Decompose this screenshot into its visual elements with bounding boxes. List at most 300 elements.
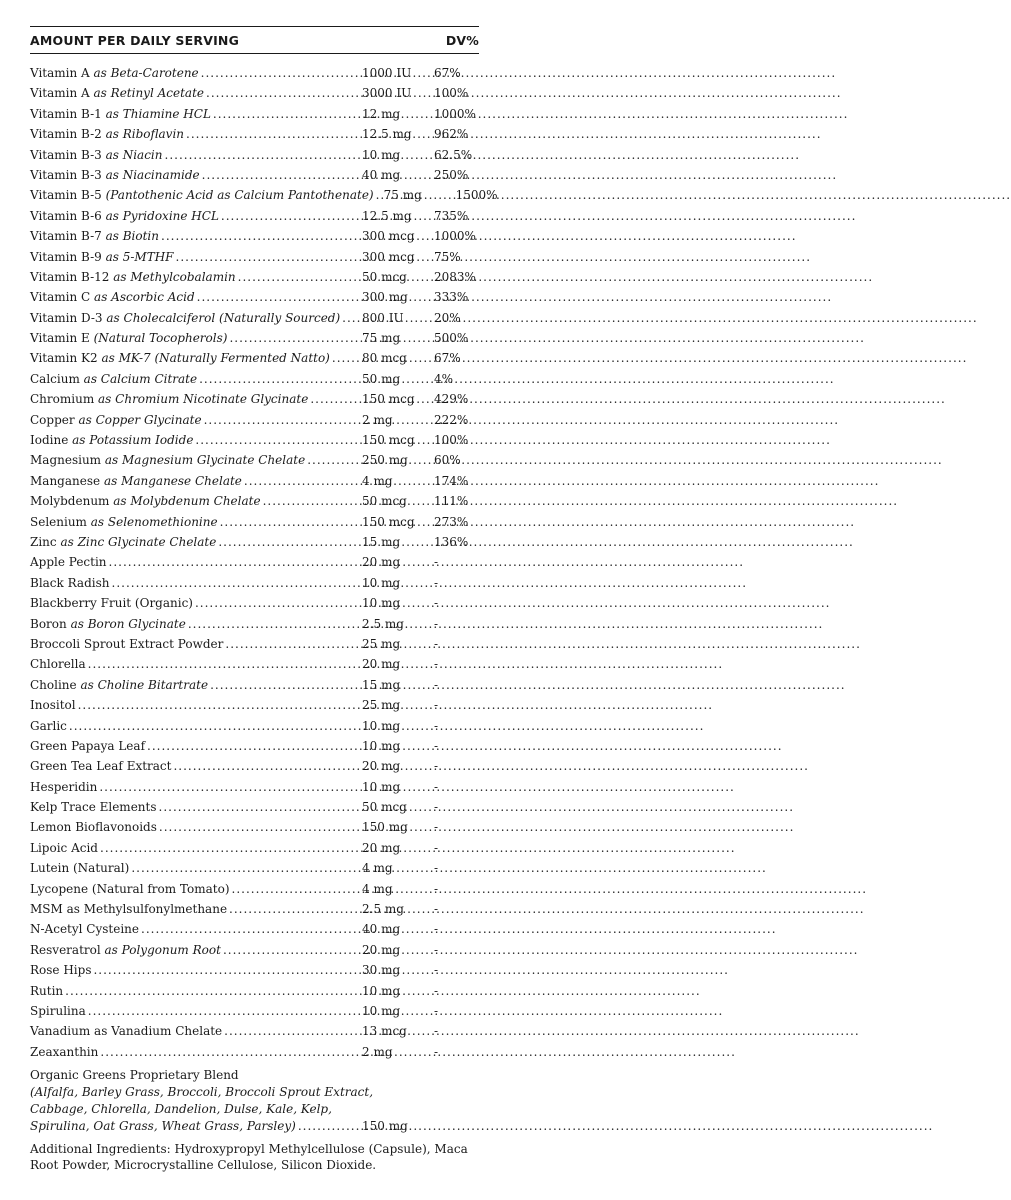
ingredient-dv: 111%	[434, 494, 469, 509]
ingredient-detail: as Calcium Citrate	[83, 371, 198, 386]
blend-title: Organic Greens Proprietary Blend	[30, 1068, 239, 1083]
ingredient-dv: -	[434, 596, 439, 611]
ingredient-label	[30, 861, 129, 875]
ingredient-amount: 12 mg	[362, 106, 401, 121]
ingredient-dv: 100%	[434, 433, 469, 448]
ingredient-detail: as Magnesium Glycinate Chelate	[104, 453, 306, 468]
table-row	[30, 351, 479, 371]
table-row	[30, 250, 479, 270]
supplement-facts-panel	[30, 26, 498, 1173]
table-row	[30, 882, 479, 902]
ingredient-label	[30, 107, 211, 121]
leader-dots	[199, 372, 360, 386]
leader-dots	[112, 576, 361, 590]
table-row	[30, 311, 479, 331]
table-row	[30, 535, 479, 555]
ingredient-label	[30, 311, 340, 325]
ingredient-dv: -	[434, 738, 439, 753]
ingredient-detail: as Ascorbic Acid	[94, 290, 195, 305]
ingredient-label	[30, 596, 193, 610]
ingredient-dv: 60%	[434, 453, 461, 468]
ingredient-amount: 15 mg	[362, 534, 401, 549]
ingredient-amount: 40 mg	[362, 922, 401, 937]
ingredient-dv: -	[434, 1044, 439, 1059]
ingredient-name: Vitamin B-1	[30, 106, 102, 121]
table-row	[30, 739, 479, 759]
ingredient-label	[30, 86, 204, 100]
ingredient-amount: 50 mg	[362, 371, 401, 386]
table-row	[30, 188, 498, 208]
ingredient-amount: 13 mcg	[362, 1024, 407, 1039]
leader-dots	[186, 127, 360, 141]
ingredient-label	[30, 922, 139, 936]
leader-dots	[263, 494, 360, 508]
ingredient-amount: 20 mg	[362, 657, 401, 672]
ingredient-name: Vitamin B-12	[30, 269, 110, 284]
ingredient-amount: 10 mg	[362, 1003, 401, 1018]
leader-dots	[201, 66, 360, 80]
ingredient-name: Garlic	[30, 718, 67, 733]
leader-dots	[88, 657, 360, 671]
leader-dots	[213, 107, 360, 121]
header-rule	[30, 53, 479, 54]
ingredient-amount: 150 mcg	[362, 392, 415, 407]
ingredient-label	[30, 637, 223, 651]
ingredient-detail: as Copper Glycinate	[78, 412, 202, 427]
ingredient-amount: 25 mg	[362, 698, 401, 713]
table-row	[30, 596, 479, 616]
ingredient-dv: 2083%	[434, 269, 476, 284]
ingredient-name: Broccoli Sprout Extract Powder	[30, 636, 224, 651]
table-row	[30, 922, 479, 942]
ingredient-label	[30, 739, 145, 753]
table-row	[30, 127, 479, 147]
ingredient-amount: 10 mg	[362, 147, 401, 162]
ingredient-label	[30, 963, 91, 977]
leader-dots	[223, 943, 360, 957]
ingredient-dv: 1000%	[434, 229, 476, 244]
ingredient-amount: 150 mcg	[362, 433, 415, 448]
ingredient-label	[30, 902, 227, 916]
ingredient-name: Vanadium as Vanadium Chelate	[30, 1024, 223, 1039]
ingredient-name: Iodine	[30, 433, 69, 448]
leader-dots	[147, 739, 360, 753]
ingredient-detail: as Biotin	[105, 229, 159, 244]
ingredient-name: Magnesium	[30, 453, 102, 468]
leader-dots	[195, 433, 360, 447]
table-row	[30, 555, 479, 575]
leader-dots	[220, 515, 360, 529]
ingredient-name: Green Tea Leaf Extract	[30, 759, 172, 774]
leader-dots	[307, 453, 360, 467]
ingredient-name: Molybdenum	[30, 494, 110, 509]
ingredient-name: Chlorella	[30, 657, 86, 672]
ingredient-detail: as Riboflavin	[105, 127, 185, 142]
table-row	[30, 413, 479, 433]
ingredient-amount: 150 mcg	[362, 514, 415, 529]
ingredient-name: Vitamin B-2	[30, 127, 102, 142]
ingredient-amount: 2.5 mg	[362, 902, 404, 917]
table-row	[30, 515, 479, 535]
table-row	[30, 637, 479, 657]
ingredient-detail: (Pantothenic Acid as Calcium Pantothenate)	[105, 188, 374, 203]
ingredient-dv: -	[434, 922, 439, 937]
leader-dots	[218, 535, 360, 549]
ingredient-label	[30, 474, 242, 488]
ingredient-detail: as Choline Bitartrate	[80, 677, 209, 692]
ingredient-label	[30, 494, 261, 508]
leader-dots	[221, 209, 360, 223]
leader-dots	[376, 188, 382, 202]
leader-dots	[69, 719, 360, 733]
table-row	[30, 678, 479, 698]
ingredient-amount: 4 mg	[362, 881, 393, 896]
ingredient-label	[30, 984, 63, 998]
ingredient-name: Black Radish	[30, 575, 110, 590]
ingredient-amount: 20 mg	[362, 942, 401, 957]
ingredient-dv: 1000%	[434, 106, 476, 121]
amount-header: AMOUNT PER DAILY SERVING	[30, 32, 240, 48]
leader-dots	[173, 759, 360, 773]
ingredient-label	[30, 433, 193, 447]
ingredient-amount: 40 mg	[362, 167, 401, 182]
leader-dots	[159, 820, 360, 834]
ingredient-amount: 10 mg	[362, 575, 401, 590]
leader-dots	[210, 678, 360, 692]
leader-dots	[229, 902, 360, 916]
dv-header: DV%	[445, 32, 479, 48]
table-row	[30, 841, 479, 861]
ingredient-name: Vitamin A	[30, 86, 90, 101]
ingredient-dv: -	[434, 800, 439, 815]
table-row	[30, 820, 479, 840]
ingredient-label	[30, 372, 197, 386]
ingredient-amount: 4 mg	[362, 473, 393, 488]
ingredient-name: Vitamin C	[30, 290, 91, 305]
blend-line-1: (Alfalfa, Barley Grass, Broccoli, Broccoli Sprout Extract,	[30, 1085, 374, 1100]
ingredient-label	[30, 1024, 222, 1038]
ingredient-dv: -	[434, 902, 439, 917]
ingredient-detail: as 5-MTHF	[105, 249, 174, 264]
ingredient-name: Copper	[30, 412, 75, 427]
table-row	[30, 1045, 479, 1065]
ingredient-label	[30, 678, 208, 692]
leader-dots	[100, 1045, 360, 1059]
ingredient-dv: -	[434, 555, 439, 570]
ingredient-amount: 2 mg	[362, 412, 393, 427]
ingredient-dv: 250%	[434, 167, 469, 182]
leader-dots	[141, 922, 360, 936]
blend-amount: 150 mg	[362, 1119, 408, 1134]
ingredient-dv: -	[434, 942, 439, 957]
table-row	[30, 800, 479, 820]
leader-dots	[159, 800, 361, 814]
ingredient-label	[30, 1045, 98, 1059]
ingredient-dv: 333%	[434, 290, 469, 305]
ingredient-label	[30, 331, 227, 345]
leader-dots	[93, 963, 360, 977]
ingredient-name: MSM as Methylsulfonylmethane	[30, 902, 228, 917]
leader-dots	[225, 637, 360, 651]
ingredient-name: Vitamin E	[30, 331, 90, 346]
ingredient-name: Rose Hips	[30, 963, 92, 978]
ingredient-amount: 15 mg	[362, 677, 401, 692]
leader-dots	[238, 270, 360, 284]
ingredient-name: Apple Pectin	[30, 555, 107, 570]
ingredient-dv: 67%	[434, 66, 461, 80]
ingredient-detail: as Chromium Nicotinate Glycinate	[98, 392, 309, 407]
ingredient-name: Choline	[30, 677, 77, 692]
ingredient-amount: 300 mg	[362, 290, 408, 305]
table-row	[30, 494, 479, 514]
leader-dots	[206, 86, 360, 100]
ingredient-label	[30, 780, 97, 794]
ingredient-detail: as Cholecalciferol (Naturally Sourced)	[106, 310, 341, 325]
ingredient-label	[30, 535, 216, 549]
leader-dots	[161, 229, 360, 243]
ingredient-label	[30, 127, 184, 141]
ingredient-name: Vitamin A	[30, 66, 90, 80]
leader-dots	[100, 841, 360, 855]
ingredient-label	[30, 148, 163, 162]
ingredient-label	[30, 351, 330, 365]
ingredient-name: Vitamin B-7	[30, 229, 102, 244]
ingredient-dv: 429%	[434, 392, 469, 407]
ingredient-name: Vitamin B-9	[30, 249, 102, 264]
ingredient-label	[30, 943, 221, 957]
ingredient-detail: as Niacinamide	[105, 167, 200, 182]
ingredient-dv: 62.5%	[434, 147, 473, 162]
ingredient-amount: 150 mg	[362, 820, 408, 835]
proprietary-blend	[30, 1067, 479, 1135]
ingredient-name: Green Papaya Leaf	[30, 738, 146, 753]
ingredient-dv: 4%	[434, 371, 454, 386]
ingredient-label	[30, 657, 86, 671]
table-row	[30, 780, 479, 800]
ingredient-amount: 3000 IU	[362, 86, 412, 101]
ingredient-detail: as Selenomethionine	[90, 514, 218, 529]
ingredient-amount: 25 mg	[362, 636, 401, 651]
table-row	[30, 290, 479, 310]
ingredient-amount: 20 mg	[362, 555, 401, 570]
ingredient-detail: as Niacin	[105, 147, 163, 162]
table-row	[30, 902, 479, 922]
ingredient-amount: 30 mg	[362, 963, 401, 978]
ingredient-name: Vitamin D-3	[30, 310, 103, 325]
leader-dots	[224, 1024, 360, 1038]
ingredient-label	[30, 759, 171, 773]
ingredient-label	[30, 1004, 86, 1018]
ingredient-detail: as Retinyl Acetate	[93, 86, 205, 101]
ingredient-detail: (Natural Tocopherols)	[93, 331, 228, 346]
table-row	[30, 576, 479, 596]
ingredient-label	[30, 453, 305, 467]
ingredient-name: Vitamin B-5	[30, 188, 102, 203]
ingredient-name: Vitamin B-6	[30, 208, 102, 223]
ingredient-amount: 12.5 mg	[362, 208, 412, 223]
ingredient-amount: 1000 IU	[362, 66, 412, 80]
ingredient-amount: 20 mg	[362, 759, 401, 774]
ingredient-amount: 300 mcg	[362, 249, 415, 264]
ingredient-dv: -	[434, 983, 439, 998]
leader-dots	[88, 1004, 360, 1018]
table-row	[30, 657, 479, 677]
ingredient-detail: as Boron Glycinate	[70, 616, 186, 631]
ingredient-name: Lycopene (Natural from Tomato)	[30, 881, 230, 896]
ingredient-detail: as Methylcobalamin	[113, 269, 236, 284]
ingredient-dv: 735%	[434, 208, 469, 223]
ingredient-name: Vitamin B-3	[30, 167, 102, 182]
ingredient-dv: -	[434, 779, 439, 794]
ingredient-amount: 10 mg	[362, 738, 401, 753]
ingredient-amount: 10 mg	[362, 779, 401, 794]
leader-dots	[204, 413, 360, 427]
ingredient-name: N-Acetyl Cysteine	[30, 922, 140, 937]
ingredient-name: Selenium	[30, 514, 87, 529]
table-row	[30, 617, 479, 637]
table-row	[30, 861, 479, 881]
leader-dots	[176, 250, 361, 264]
ingredient-dv: -	[434, 840, 439, 855]
blend-line-2: Cabbage, Chlorella, Dandelion, Dulse, Kale, Kelp,	[30, 1102, 332, 1117]
ingredient-dv: 136%	[434, 534, 469, 549]
ingredient-detail: as Zinc Glycinate Chelate	[60, 534, 217, 549]
leader-dots	[298, 1118, 360, 1135]
ingredient-name: Vitamin K2	[30, 351, 98, 366]
ingredient-amount: 10 mg	[362, 718, 401, 733]
blend-line-3: Spirulina, Oat Grass, Wheat Grass, Parsley)	[30, 1119, 296, 1134]
ingredient-dv: -	[434, 861, 439, 876]
ingredient-detail: as Molybdenum Chelate	[113, 494, 261, 509]
ingredient-name: Lutein (Natural)	[30, 861, 130, 876]
table-row	[30, 984, 479, 1004]
leader-dots	[332, 351, 360, 365]
ingredient-dv: -	[434, 1003, 439, 1018]
ingredient-dv: 222%	[434, 412, 469, 427]
ingredient-name: Zeaxanthin	[30, 1044, 99, 1059]
table-row	[30, 372, 479, 392]
table-row	[30, 148, 479, 168]
ingredient-name: Chromium	[30, 392, 95, 407]
ingredient-name: Blackberry Fruit (Organic)	[30, 596, 193, 611]
table-row	[30, 453, 479, 473]
ingredient-name: Resveratrol	[30, 942, 101, 957]
ingredient-label	[30, 841, 98, 855]
leader-dots	[232, 882, 361, 896]
ingredient-label	[30, 698, 76, 712]
table-row	[30, 433, 479, 453]
ingredient-detail: as MK-7 (Naturally Fermented Natto)	[101, 351, 330, 366]
ingredient-name: Kelp Trace Elements	[30, 800, 157, 815]
table-row	[30, 66, 479, 86]
ingredient-dv: -	[434, 616, 439, 631]
ingredient-label	[30, 392, 308, 406]
ingredient-label	[30, 188, 374, 202]
ingredient-label	[30, 800, 157, 814]
ingredient-amount: 20 mg	[362, 840, 401, 855]
table-row	[30, 1024, 479, 1044]
leader-dots	[202, 168, 360, 182]
ingredient-name: Inositol	[30, 698, 76, 713]
table-row	[30, 474, 479, 494]
ingredient-amount: 50 mcg	[362, 269, 407, 284]
ingredient-dv: -	[434, 677, 439, 692]
ingredient-dv: 273%	[434, 514, 469, 529]
blend-last-line	[30, 1118, 479, 1135]
ingredient-name: Zinc	[30, 534, 57, 549]
ingredient-label	[30, 209, 219, 223]
leader-dots	[197, 290, 360, 304]
ingredient-name: Boron	[30, 616, 67, 631]
ingredient-label	[30, 576, 110, 590]
ingredient-name: Manganese	[30, 473, 101, 488]
leader-dots	[65, 984, 360, 998]
ingredient-label	[30, 270, 236, 284]
ingredient-dv: -	[434, 759, 439, 774]
ingredient-label	[30, 66, 199, 80]
ingredient-list	[30, 66, 498, 1065]
ingredient-amount: 12.5 mg	[362, 127, 412, 142]
table-row	[30, 759, 479, 779]
leader-dots	[131, 861, 360, 875]
ingredient-label	[30, 250, 174, 264]
table-row	[30, 943, 479, 963]
ingredient-label	[30, 882, 230, 896]
ingredient-amount: 50 mcg	[362, 494, 407, 509]
ingredient-amount: 250 mg	[362, 453, 408, 468]
ingredient-name: Lipoic Acid	[30, 840, 98, 855]
ingredient-name: Rutin	[30, 983, 64, 998]
ingredient-amount: 2 mg	[362, 1044, 393, 1059]
ingredient-amount: 10 mg	[362, 596, 401, 611]
ingredient-dv: 100%	[434, 86, 469, 101]
table-row	[30, 392, 479, 412]
table-header	[30, 27, 479, 53]
ingredient-detail: as Polygonum Root	[104, 942, 221, 957]
ingredient-name: Lemon Bioflavonoids	[30, 820, 157, 835]
leader-dots	[188, 617, 360, 631]
ingredient-amount: 800 IU	[362, 310, 404, 325]
ingredient-label	[30, 617, 186, 631]
ingredient-amount: 75 mg	[383, 188, 422, 203]
ingredient-label	[30, 229, 159, 243]
ingredient-label	[30, 515, 218, 529]
ingredient-name: Calcium	[30, 371, 80, 386]
leader-dots	[99, 780, 360, 794]
ingredient-dv: -	[434, 657, 439, 672]
ingredient-label	[30, 168, 200, 182]
ingredient-dv: 1500%	[455, 188, 498, 203]
ingredient-label	[30, 820, 157, 834]
table-row	[30, 229, 479, 249]
ingredient-amount: 300 mcg	[362, 229, 415, 244]
ingredient-name: Hesperidin	[30, 779, 98, 794]
leader-dots	[78, 698, 360, 712]
ingredient-detail: as Potassium Iodide	[72, 433, 194, 448]
table-row	[30, 963, 479, 983]
leader-dots	[244, 474, 360, 488]
table-row	[30, 698, 479, 718]
ingredient-amount: 50 mcg	[362, 800, 407, 815]
table-row	[30, 209, 479, 229]
ingredient-name: Spirulina	[30, 1003, 86, 1018]
leader-dots	[310, 392, 360, 406]
ingredient-label	[30, 290, 195, 304]
table-row	[30, 270, 479, 290]
ingredient-name: Vitamin B-3	[30, 147, 102, 162]
table-row	[30, 719, 479, 739]
ingredient-dv: -	[434, 636, 439, 651]
